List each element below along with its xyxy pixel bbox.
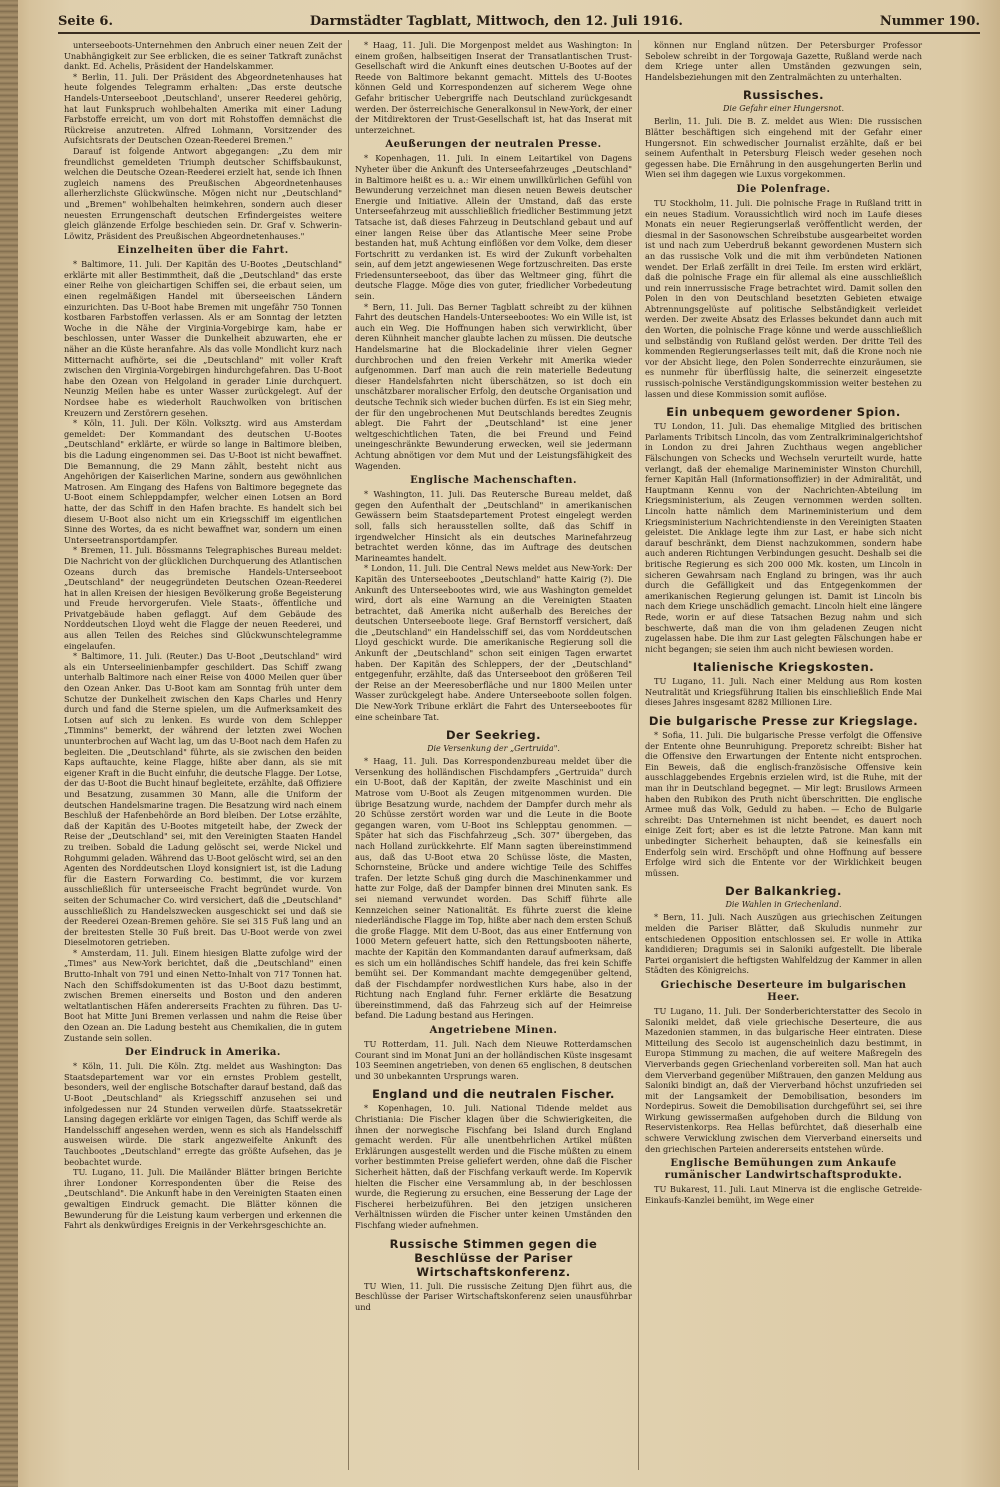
article-paragraph: * Baltimore, 11. Juli. (Reuter.) Das U-Boot „Deutschland" wird als ein Unterseelinienbampfer geschildert. Das Schiff zwang unterhalb Baltimore nach einer Reise von 4000 Meilen quer über den Ozean Anker. Das U-Boot kam am Sonntag früh unter dem Schutze der Dunkelheit zwischen den Kaps Charles und Henry durch und fand die Sterne spielen, um die Aufmerksamkeit des Lotsen auf sich zu lenken. Es wurde von dem Schlepper „Timmins" bemerkt, der während der letzten zwei Wochen ununterbrochen auf Wacht lag, um das U-Boot nach dem Hafen zu begleiten. Die „Deutschland" führte, als sie zwischen den beiden Kaps auftauchte, keine Flagge, hißte aber dann, als sie mit eigener Kraft in die Bucht einfuhr, die deutsche Flagge. Der Lotse, der das U-Boot die Bucht hinauf begleitete, erzählte, daß Offiziere und Besatzung, zusammen 30 Mann, alle die Uniform der deutschen Handelsmarine tragen. Die Besatzung wird nach einem Beschluß der Hafenbehörde an Bord bleiben. Der Lotse erzählte, daß der Kapitän des U-Bootes mitgeteilt habe, der Zweck der Reise der „Deutschland" sei, mit den Vereinigten Staaten Handel zu treiben. Sobald die Ladung gelöscht sei, werde Nickel und Rohgummi geladen. Während das U-Boot gelöscht wird, sei an den Agenten des Norddeutschen Lloyd konsigniert ist, ist die Ladung für die Eastern Forwarding Co. bestimmt, die vor kurzem ausschließlich für unterseeische Fracht begründet wurde. Von seiten der Schumacher Co. wird versichert, daß die „Deutschland" ausschließlich zu Handelszwecken ausgeschickt sei und daß sie der Reederei Ozean-Bremen gehöre. Sie sei 315 Fuß lang und an der breitesten Stelle 30 Fuß breit. Das U-Boot werde von zwei Dieselmotoren getrieben. (64, 651, 342, 948)
article (355, 1087, 632, 1230)
article-paragraph: TU Wien, 11. Juli. Die russische Zeitung Djen führt aus, die Beschlüsse der Pariser Wirtschaftskonferenz seien unausführbar und (355, 1280, 632, 1312)
article-paragraph: unterseeboots-Unternehmen den Anbruch einer neuen Zeit der Unabhängigkeit zur See erblicken, die es seiner Tatkraft zunächst dankt. Ed. Achelis, Präsident der Handelskammer. (64, 40, 342, 72)
masthead: Darmstädter Tagblatt, Mittwoch, den 12. Juli 1916. (309, 14, 683, 29)
page-header (58, 14, 980, 34)
article (355, 139, 632, 471)
article-paragraph: TU Bukarest, 11. Juli. Laut Minerva ist die englische Getreide-Einkaufs-Kanzlei bemüht, im Wege einer (645, 1184, 922, 1205)
article (645, 184, 922, 399)
article-paragraph: TU London, 11. Juli. Das ehemalige Mitglied des britischen Parlaments Tribitsch Lincoln, das vom Zentralkriminalgerichtshof in London zu drei Jahren Zuchthaus wegen angeblicher Fälschungen von Schecks und Wechseln verurteilt wurde, hatte verlangt, daß der ehemalige Marineminister Winston Churchill, ferner Kapitän Hall (Informationsoffizier) in der Admiralität, und Hauptmann Kennu von der Nachrichten-Abteilung im Kriegsministerium, als Zeugen vernommen werden sollten. Lincoln hatte nämlich dem Marineministerium und dem Kriegsministerium Nachrichtendienste in den Vereinigten Staaten geleistet. Die Anklage legte ihm zur Last, er habe sich nicht darauf beschränkt, dem Dienst nachzukommen, sondern habe auch anderen Richtungen Verbindungen gesucht. Deshalb sei die britische Regierung es sich 200 000 Mk. kosten, um Lincoln in sicheren Gewahrsam nach England zu bringen, was ihr auch durch die Gefälligkeit und das Entgegenkommen der amerikanischen Regierung gelungen ist. Damit ist Lincoln bis nach dem Kriege unschädlich gemacht. Lincoln hielt eine längere Rede, worin er auf diese Tatsachen Bezug nahm und sich beschwerte, daß man die von ihm geladenen Zeugen nicht zugelassen habe. Die ihm zur Last gelegten Fälschungen habe er nicht begangen; sie seien ihm auch nicht bewiesen worden. (645, 421, 922, 654)
article-title: Russisches. (742, 88, 825, 103)
article-paragraph: TU Lugano, 11. Juli. Der Sonderberichterstatter des Secolo in Saloniki meldet, daß viele griechische Deserteure, die aus Mazedonien stammen, in das bulgarische Heer eintraten. Diese Mitteilung des Secolo ist augenscheinlich dazu bestimmt, in Europa Stimmung zu machen, die auf weitere Maßregeln des Vierverbands gegen Griechenland vorbereiten soll. Man hat auch dem Vierverband gegenüber Mißtrauen, den ganzen Meldung aus Saloniki bindigt an, daß der Vierverband höchst unzufrieden sei mit der Langsamkeit der Demobilisation, besonders im Nordepirus. Soweit die Demobilisation durchgeführt sei, sei ihre Wirkung gewissermaßen aufgehoben durch die Bildung von Reservistenkorps. Rea Hellas befürchtet, daß dieserhalb eine schwere Verwicklung zwischen dem Vierverband einerseits und den griechischen Parteien andererseits entstehen würde. (645, 1005, 922, 1154)
article-title: Ein unbequem gewordener Spion. (666, 405, 901, 420)
article-paragraph: * Amsterdam, 11. Juli. Einem hiesigen Blatte zufolge wird der „Times" aus New-York berichtet, daß die „Deutschland" einen Brutto-Inhalt von 791 und einen Netto-Inhalt von 717 Tonnen hat. Nach den Schiffsdokumenten ist das U-Boot dazu bestimmt, zwischen Bremen einerseits und Boston und den anderen weltatlantischen Häfen andererseits Frachten zu führen. Das U-Boot hat Mitte Juni Bremen verlassen und nahm die Reise über den Ozean an. Die Ladung besteht aus Chemikalien, die in gutem Zustande sein sollen. (64, 947, 342, 1043)
article (355, 728, 632, 1021)
article (64, 1047, 342, 1231)
article-paragraph: * Baltimore, 11. Juli. Der Kapitän des U-Bootes „Deutschland" erklärte mit aller Bestimmtheit, daß die „Deutschland" das erste einer Reihe von gleichartigen Schiffen sei, die erbaut seien, um einen regelmäßigen Handel mit überseeischen Ländern einzurichten. Das U-Boot habe Bremen mit ungefähr 750 Tonnen kostbaren Farbstoffen verlassen. Als er am Sonntag der letzten Woche in die Nähe der Virginia-Vorgebirge kam, habe er beschlossen, unter Wasser die Dunkelheit abzuwarten, ehe er näher an die Küste heranfahre. Als das volle Mondlicht kurz nach Mitternacht aufhörte, sei die „Deutschland" mit voller Kraft zwischen den Virginia-Vorgebirgen hindurchgefahren. Das U-Boot habe den Ozean von Helgoland in gerader Linie durchquert. Neunzig Meilen habe es unter Wasser zurückgelegt. Auf der Nordsee habe es wiederholt Rauchwolken von britischen Kreuzern und Zerstörern gesehen. (64, 259, 342, 418)
article-paragraph: Darauf ist folgende Antwort abgegangen: „Zu dem mir freundlichst gemeldeten Triumph deutscher Schiffsbaukunst, welchen die Deutsche Ozean-Reederei erzielt hat, sende ich Ihnen zugleich namens des Preußischen Abgeordnetenhauses allerherzlichste Glückwünsche. Mögen nicht nur „Deutschland" und „Bremen" wohlbehalten heimkehren, sondern auch dieser neuesten Errungenschaft deutschen Erfindergeistes weitere gleich glänzende Erfolge beschieden sein. Dr. Graf v. Schwerin-Löwitz, Präsident des Preußischen Abgeordnetenhauses." (64, 145, 342, 241)
article-title: Englische Machenschaften. (410, 475, 577, 487)
article (355, 1237, 632, 1313)
article-title: Angetriebene Minen. (429, 1025, 558, 1037)
article (645, 660, 922, 708)
article-paragraph: * Kopenhagen, 11. Juli. In einem Leitartikel von Dagens Nyheter über die Ankunft des Unterseefahrzeuges „Deutschland" in Baltimore heißt es u. a.: Wir einem unwillkürlichen Gefühl von Bewunderung verzeichnet man diesen neuen Beweis deutscher Energie und Initiative. Allein der Umstand, daß das erste Unterseefahrzeug mit ausschließlich friedlicher Bestimmung jetzt Tatsache ist, daß dieses Fahrzeug in Deutschland gebaut und auf einer langen Reise über das Atlantische Meer seine Probe bestanden hat, muß Achtung einflößen vor dem Volke, dem dieser Fortschritt zu verdanken ist. Es wird der Zukunft vorbehalten sein, auf dem jetzt angewiesenen Wege fortzuschreiten. Das erste Friedensunterseeboot, das über das Weltmeer ging, führt die deutsche Flagge. Möge dies von guter, friedlicher Vorbedeutung sein. (355, 153, 632, 302)
binding-edge (0, 0, 18, 1487)
article (355, 1025, 632, 1081)
article-subtitle: Die Gefahr einer Hungersnot. (723, 104, 844, 114)
issue-number: Nummer 190. (879, 14, 980, 29)
article-title: Italienische Kriegskosten. (692, 660, 875, 675)
article-paragraph: * Kopenhagen, 10. Juli. National Tidende meldet aus Christiania: Die Fischer klagen über die Schwierigkeiten, die ihnen der norwegische Fischfang bei Island durch England gemacht werden. Für alle unentbehrlichen Artikel müßten Erklärungen ausgestellt werden und die Fische müßten zu einem vorher bestimmten Preise geliefert werden, ohne daß die Fischer Sicherheit hätten, daß der Fischfang verkauft werde. Im Kopervik hielten die Fischer eine Versammlung ab, in der beschlossen wurde, die Regierung zu ersuchen, eine Besserung der Lage der Fischerei herbeizuführen. Bei den jetzigen unsicheren Verhältnissen würden die Fischer unter keinen Umständen den Fischfang wieder aufnehmen. (355, 1103, 632, 1230)
article (645, 884, 922, 976)
article-paragraph: * Bremen, 11. Juli. Bössmanns Telegraphisches Bureau meldet: Die Nachricht von der glücklichen Durchquerung des Atlantischen Ozeans durch das bremische Handels-Unterseeboot „Deutschland" der neugegründeten Deutschen Ozean-Reederei hat in allen Kreisen der hiesigen Bevölkerung große Begeisterung und Freude hervorgerufen. Viele Staats-, öffentliche und Privatgebäude haben geflaggt. Auf dem Gebäude des Norddeutschen Lloyd weht die Flagge der neuen Reederei, und aus allen Teilen des Reiches sind Glückwunschtelegramme eingelaufen. (64, 545, 342, 651)
article-paragraph: * Haag, 11. Juli. Das Korrespondenzbureau meldet über die Versenkung des holländischen Fischdampfers „Gertruida" durch ein U-Boot, daß der Kapitän, der zweite Maschinist und ein Matrose vom U-Boot als Zeugen mitgenommen wurden. Die übrige Besatzung wurde, nachdem der Dampfer durch mehr als 20 Schüsse zerstört worden war und die Leute in die Boote gegangen waren, vom U-Boot ins Schlepptau genommen. — Später hat sich das Fischfahrzeug „Sch. 307" übergeben, das nach Holland zurückkehrte. Elf Mann sagten übereinstimmend aus, daß das U-Boot etwa 20 Schüsse löste, die Masten, Schornsteine, Brücke und andere wichtige Teile des Schiffes trafen. Der letzte Schuß ging durch die Maschinenkammer und hatte zur Folge, daß der Dampfer binnen drei Minuten sank. Es sei niemand verwundet worden. Das Schiff führte alle Kennzeichen seiner Nationalität. Es führte zuerst die kleine niederländische Flagge im Top, hißte aber nach dem ersten Schuß die große Flagge. Mit dem U-Boot, das aus einer Entfernung von 1000 Metern gefeuert hatte, sich den Rettungsbooten näherte, machte der Kapitän den Kommandanten darauf aufmerksam, daß es sich um ein holländisches Schiff handele, das frei kein Schiffe bemüht sei. Der Kommandant machte demgegenüber geltend, daß der Fischdampfer nordwestlichen Kurs habe, also in der Richtung nach England fuhr. Ferner erklärte die Besatzung übereinstimmend, daß das Fahrzeug sich auf der Heimreise befand. Die Ladung bestand aus Heringen. (355, 756, 633, 1021)
article-paragraph: TU. Lugano, 11. Juli. Die Mailänder Blätter bringen Berichte ihrer Londoner Korrespondenten über die Reise des „Deutschland". Die Ankunft habe in den Vereinigten Staaten einen gewaltigen Eindruck gemacht. Die Blätter können die Bewunderung für die Leistung kaum verbergen und erkennen die Fahrt als denkwürdiges Ereignis in der Verkehrsgeschichte an. (64, 1167, 342, 1231)
column-2 (348, 40, 638, 1470)
article-paragraph: Berlin, 11. Juli. Die B. Z. meldet aus Wien: Die russischen Blätter beschäftigen sich eingehend mit der Gefahr einer Hungersnot. Ein schwedischer Journalist erzählte, daß er bei seinem Aufenthalt in Petersburg Fleisch weder gesehen noch gegessen habe. Die Ernährung in den ausgehungerten Berlin und Wien sei ihm dagegen wie Luxus vorgekommen. (645, 116, 922, 180)
article (355, 475, 632, 722)
article-paragraph: * London, 11. Juli. Die Central News meldet aus New-York: Der Kapitän des Unterseebootes „Deutschland" hatte Kairig (?). Die Ankunft des Unterseebootes wird, wie aus Washington gemeldet wird, dort als eine Warnung an die Vereinigten Staaten betrachtet, daß Amerika nicht außerhalb des Bereiches der deutschen Unterseeboote liege. Graf Bernstorff versichert, daß die „Deutschland" ein Handelsschiff sei, das vom Norddeutschen Lloyd geschickt wurde. Die amerikanische Regierung soll die Ankunft der „Deutschland" schon seit einigen Tagen erwartet haben. Der Kapitän des Schleppers, der der „Deutschland" entgegenfuhr, erzählte, daß das Unterseeboot den größeren Teil der Reise an der Meeresoberfläche und nur 1800 Meilen unter Wasser zurückgelegt habe. Andere Unterseeboote sollen folgen. Die New-York Tribune erklärt die Fahrt des Unterseebootes für eine scheinbare Tat. (355, 563, 632, 722)
article-paragraph: * Berlin, 11. Juli. Der Präsident des Abgeordnetenhauses hat heute folgendes Telegramm erhalten: „Das erste deutsche Handels-Unterseeboot ‚Deutschland', unserer Reederei gehörig, hat laut Funkspruch wohlbehalten Amerika mit einer Ladung Farbstoffe erreicht, um von dort mit Rohstoffen demnächst die Rückreise anzutreten. Alfred Lohmann, Vorsitzender des Aufsichtsrats der Deutschen Ozean-Reederei Bremen." (64, 71, 342, 146)
article-paragraph: TU Stockholm, 11. Juli. Die polnische Frage in Rußland tritt in ein neues Stadium. Voraussichtlich wird noch im Laufe dieses Monats ein neuer Regierungserlaß veröffentlicht werden, der diesmal in der Sasonowschen Schreibstube ausgearbeitet worden ist und nach zum Ueberdruß bekannt gewordenen Mustern sich an das russische Volk und die mit ihm verbündeten Nationen wendet. Der Erlaß zerfällt in drei Teile. Im ersten wird erklärt, daß die polnische Frage ein für allemal als eine ausschließlich und rein innerrussische Frage betrachtet wird. Damit sollen den Polen in den von Deutschland besetzten Gebieten etwaige Abtrennungsgelüste auf politische Selbständigkeit verleidet werden. Der zweite Absatz des Erlasses bekundet dann auch mit den Worten, die polnische Frage könne und werde ausschließlich und selbständig von Rußland gelöst werden. Der dritte Teil des kommenden Regierungserlasses teilt mit, daß die Krone noch nie vor der Absicht liege, den Polen Sonderrechte einzuräumen, sie es nunmehr für überflüssig halte, die seinerzeit eingesetzte russisch-polnische Verständigungskommission weiter bestehen zu lassen und diese Kommission somit auflöse. (645, 197, 922, 399)
article-title: Einzelheiten über die Fahrt. (117, 245, 289, 257)
article (64, 40, 342, 241)
article-title: Die Polenfrage. (736, 183, 831, 195)
article-paragraph: können nur England nützen. Der Petersburger Professor Sebolew schreibt in der Torgowaja Gazette, Rußland werde nach dem Kriege unter allen Umständen gezwungen sein, Handelsbeziehungen mit den Zentralmächten zu unterhalten. (645, 40, 922, 82)
article-title: Griechische Deserteure im bulgarischen Heer. (660, 979, 907, 1003)
article-paragraph: * Sofia, 11. Juli. Die bulgarische Presse verfolgt die Offensive der Entente ohne Beunruhigung. Preporetz schreibt: Bisher hat die Offensive den Erwartungen der Entente nicht entsprochen. Ein Beweis, daß die englisch-französische Offensive kein ausschlaggebendes Ergebnis erzielen wird, ist die Ruhe, mit der man ihr in Deutschland begegnet. — Mir legt: Brusilows Armeen haben den Rubikon des Pruth nicht überschritten. Die englische Armee muß das Volk, Geduld zu haben. — Echo de Bulgarie schreibt: Das Unternehmen ist nicht beendet, es dauert noch einige Zeit fort; aber es ist die letzte Patrone. Man kann mit unbedingter Sicherheit behaupten, daß sie keinesfalls ein Enderfolg sein wird. Erschöpft und ohne Hoffnung auf bessere Erfolge wird sich die Entente vor der Wirklichkeit beugen müssen. (645, 730, 922, 878)
column-1 (58, 40, 348, 1470)
article-title: Der Eindruck in Amerika. (125, 1047, 281, 1059)
article-title: Der Balkankrieg. (725, 884, 842, 899)
article-subtitle: Die Wahlen in Griechenland. (725, 900, 842, 910)
article (64, 245, 342, 1043)
article (645, 405, 922, 654)
article (645, 714, 922, 878)
article (645, 40, 922, 82)
article (645, 88, 922, 180)
article-paragraph: * Bern, 11. Juli. Das Berner Tagblatt schreibt zu der kühnen Fahrt des deutschen Handels-Unterseebootes: Wo ein Wille ist, ist auch ein Weg. Die Hoffnungen haben sich verwirklicht, über deren Kühnheit mancher glaubte lachen zu müssen. Die deutsche Handelsmarine hat die Blockadelinie ihrer vielen Gegner durchbrochen und den freien Verkehr mit Amerika wieder aufgenommen. Darf man auch die rein materielle Bedeutung dieser Handelsfahrten nicht überschätzen, so ist doch ein unschätzbarer moralischer Erfolg, den deutsche Organisation und deutsche Technik sich wieder buchen dürfen. Es ist ein Sieg mehr, der für den ungebrochenen Mut Deutschlands beredtes Zeugnis ablegt. Die Fahrt der „Deutschland" ist eine jener weltgeschichtlichen Taten, die bei Freund und Feind uneingeschränkte Bewunderung erwecken, weil sie jedermann Achtung abnötigen vor dem Mut und der Leistungsfähigkeit des Wagenden. (355, 301, 632, 471)
article (355, 40, 632, 135)
columns (58, 40, 980, 1470)
article-title: Der Seekrieg. (445, 728, 542, 743)
article-paragraph: TU Lugano, 11. Juli. Nach einer Meldung aus Rom kosten Neutralität und Kriegsführung Italien bis einschließlich Ende Mai dieses Jahres insgesamt 8282 Millionen Lire. (645, 676, 922, 708)
article-paragraph: * Washington, 11. Juli. Das Reutersche Bureau meldet, daß gegen den Aufenthalt der „Deutschland" in amerikanischen Gewässern beim Staatsdepartement Protest eingelegt werden soll, falls sich herausstellen sollte, daß das Schiff in irgendwelcher Hinsicht als ein deutsches Marinefahrzeug betrachtet werden könne, das im Auftrage des deutschen Marineamtes handelt. (355, 489, 632, 563)
page-number: Seite 6. (58, 14, 113, 29)
article-title: Englische Bemühungen zum Ankaufe rumänischer Landwirtschaftsprodukte. (664, 1158, 903, 1182)
article-paragraph: TU Rotterdam, 11. Juli. Nach dem Nieuwe Rotterdamschen Courant sind im Monat Juni an der holländischen Küste insgesamt 103 Seeminen angetrieben, von denen 65 englischen, 8 deutschen und 30 unbekannten Ursprungs waren. (355, 1039, 632, 1081)
article-paragraph: * Köln, 11. Juli. Der Köln. Volksztg. wird aus Amsterdam gemeldet: Der Kommandant des deutschen U-Bootes „Deutschland" erklärte, er würde so lange in Baltimore bleiben, bis die Ladung eingenommen sei. Das U-Boot ist nicht bewaffnet. Die Bemannung, die 29 Mann zählt, besteht nicht aus Angehörigen der Kaiserlichen Marine, sondern aus gewöhnlichen Matrosen. Am Eingang des Hafens von Baltimore begegnete das U-Boot einem Schleppdampfer, welcher einen Lotsen an Bord hatte, der das Schiff in den Hafen brachte. Es handelt sich bei diesem U-Boot also nicht um ein Kriegsschiff im eigentlichen Sinne des Wortes, da es nicht bewaffnet war, sondern um einen Unterseetransportdampfer. (64, 418, 342, 545)
article-paragraph: * Köln, 11. Juli. Die Köln. Ztg. meldet aus Washington: Das Staatsdepartement war vor ein ernstes Problem gestellt, besonders, weil der englische Botschafter darauf bestand, daß das U-Boot „Deutschland" als Kriegsschiff anzusehen sei und infolgedessen nur 24 Stunden verweilen dürfe. Staatssekretär Lansing dagegen erklärte vor einigen Tagen, das Schiff werde als Handelsschiff angesehen werden, wenn es sich als Handelsschiff ausweisen würde. Die stark angezweifelte Ankunft des Tauchbootes „Deutschland" erregte das größte Aufsehen, das je beobachtet wurde. (64, 1061, 342, 1167)
article (645, 1158, 922, 1205)
article-title: Russische Stimmen gegen die Beschlüsse der Pariser Wirtschaftskonferenz. (389, 1236, 598, 1279)
article-paragraph: * Bern, 11. Juli. Nach Auszügen aus griechischen Zeitungen melden die Pariser Blätter, daß Skuludis nunmehr zur entschiedenen Opposition entschlossen sei. Er wolle in Attika kandidieren; Dragumis sei in Saloniki aufgestellt. Die liberale Partei organisiert die heftigsten Wahlfeldzug der Kammer in allen Städten des Königreichs. (645, 912, 922, 976)
article (645, 980, 922, 1154)
article-title: England und die neutralen Fischer. (372, 1087, 615, 1102)
article-paragraph: * Haag, 11. Juli. Die Morgenpost meldet aus Washington: In einem großen, halbseitigen Inserat der Transatlantischen Trust-Gesellschaft wird die Ankunft eines deutschen U-Bootes auf der Reede von Baltimore bekannt gemacht. Mittels des U-Bootes können Geld und Korrespondenzen auf sicherem Wege ohne Gefahr britischer Uebergriffe nach Deutschland zurückgesandt werden. Der österreichische Generalkonsul in New-York, der einer der Mitdirektoren der Trust-Gesellschaft ist, hat das Inserat mit unterzeichnet. (355, 40, 632, 135)
column-3 (638, 40, 928, 1470)
article-title: Aeußerungen der neutralen Presse. (385, 139, 602, 151)
article-title: Die bulgarische Presse zur Kriegslage. (648, 714, 919, 729)
article-subtitle: Die Versenkung der „Gertruida". (427, 744, 560, 754)
